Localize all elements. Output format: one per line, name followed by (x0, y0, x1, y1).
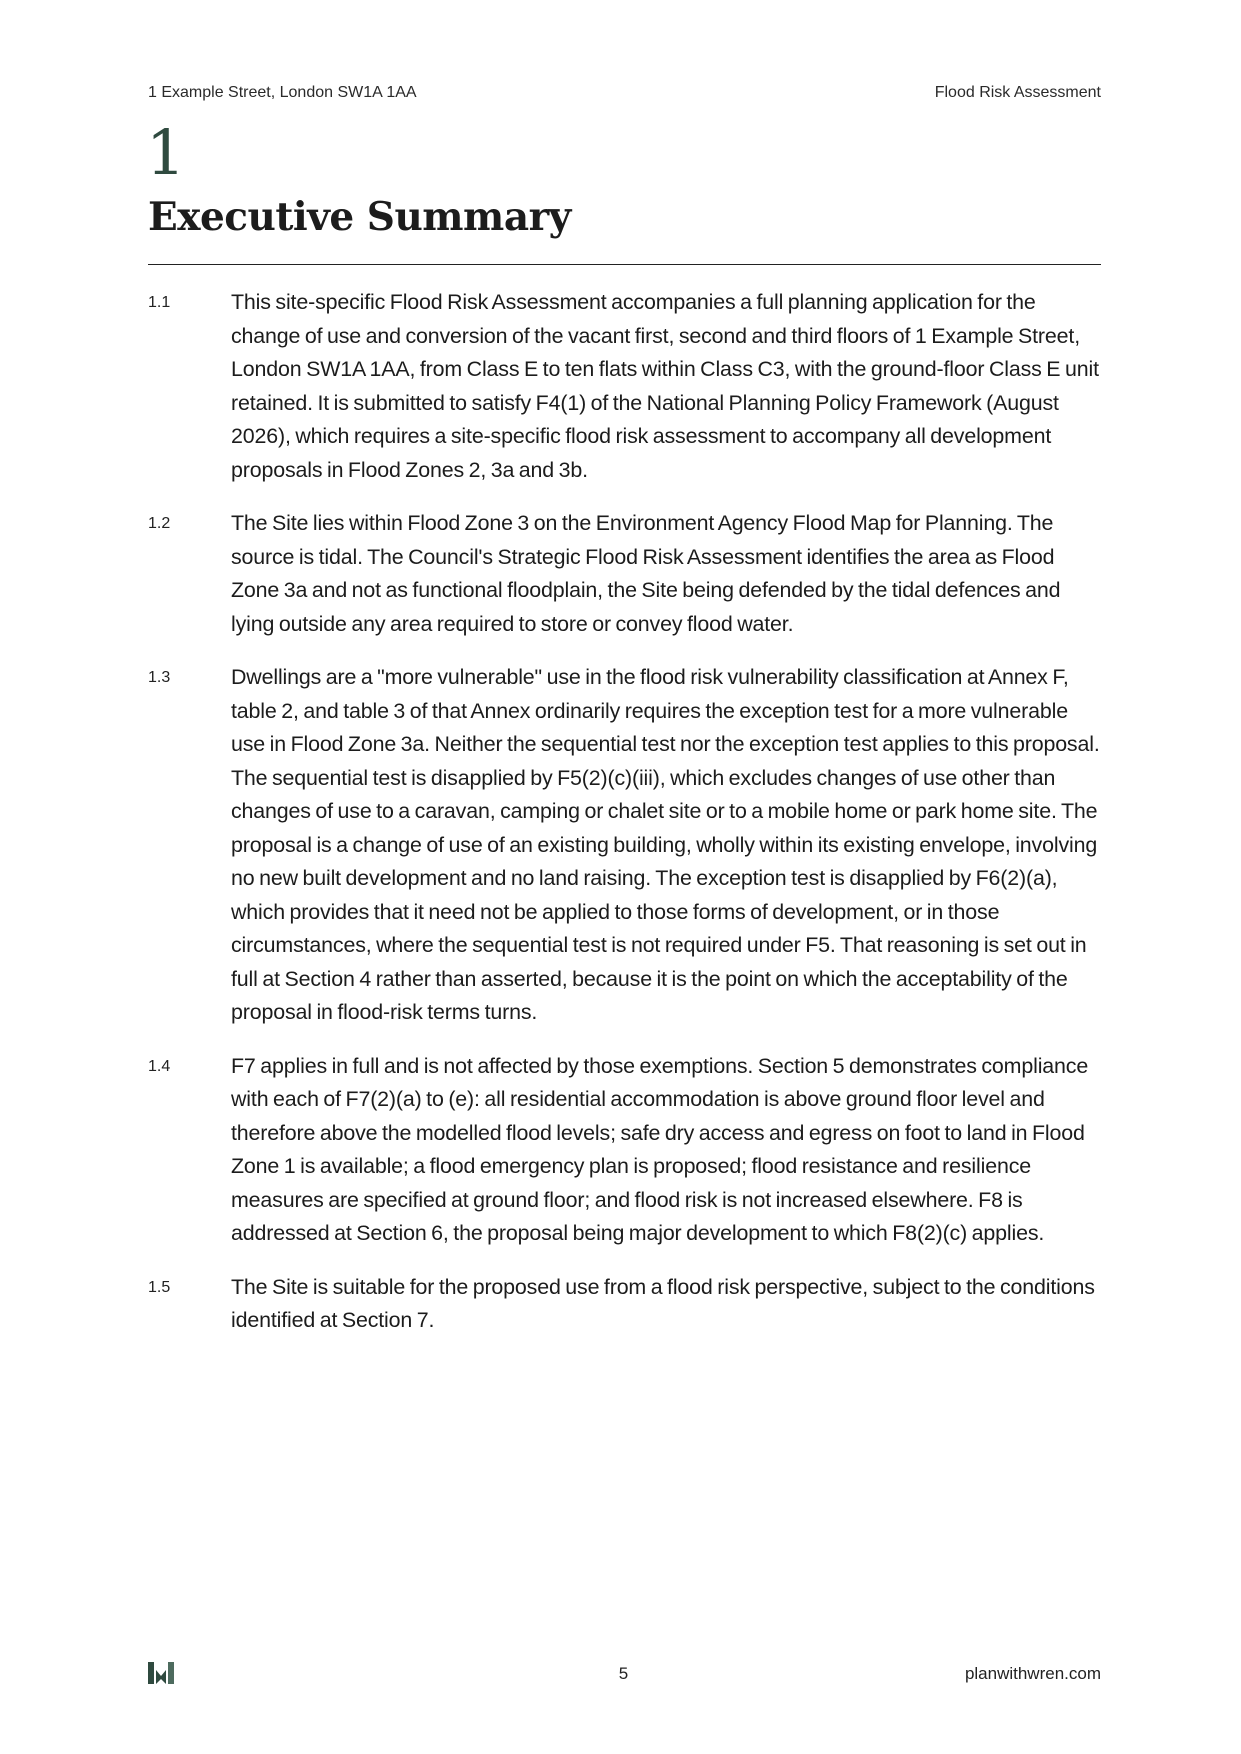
chapter-number: 1 (146, 116, 186, 189)
site-url-link[interactable]: planwithwren.com (964, 1664, 1101, 1683)
page-footer (146, 1656, 1101, 1690)
paragraph-text: This site-specific Flood Risk Assessment accompanies a full planning application for the change of use and conversion of the vacant first, second and third floors of 1 Example Street, London SW1A 1AA, from Class E to ten flats within Class C3, with the ground-floor Class E unit retained. It is submitted to satisfy F4(1) of the National Planning Policy Framework (August 2026), which requires a site-specific flood risk assessment to accompany all development proposals in Flood Zones 2, 3a and 3b. (231, 290, 1099, 482)
paragraph (148, 1271, 1101, 1338)
numbered-paragraphs (148, 286, 1101, 1358)
paragraph (148, 661, 1101, 1030)
paragraph-text: The Site lies within Flood Zone 3 on the Environment Agency Flood Map for Planning. The source is tidal. The Council's Strategic Flood Risk Assessment identifies the area as Flood Zone 3a and not as functional floodplain, the Site being defended by the tidal defences and lying outside any area required to store or convey flood water. (231, 511, 1061, 636)
chapter-title: Executive Summary (148, 194, 571, 240)
paragraph (148, 1050, 1101, 1251)
paragraph-text: F7 applies in full and is not affected by those exemptions. Section 5 demonstrates compliance with each of F7(2)(a) to (e): all residential accommodation is above ground floor level and therefore above the modelled flood levels; safe dry access and egress on foot to land in Flood Zone 1 is available; a flood emergency plan is proposed; flood resistance and resilience measures are specified at ground floor; and flood risk is not increased elsewhere. F8 is addressed at Section 6, the proposal being major development to which F8(2)(c) applies. (231, 1053, 1089, 1245)
header-address: 1 Example Street, London SW1A 1AA (148, 84, 417, 101)
paragraph-number: 1.1 (148, 294, 171, 311)
paragraph-text: Dwellings are a "more vulnerable" use in the flood risk vulnerability classification at Annex F, table 2, and table 3 of that Annex ordinarily requires the exception test for a more vulnerable use in Flood Zone 3a. Neither the sequential test nor the exception test applies to this proposal. The sequential test is disapplied by F5(2)(c)(iii), which excludes changes of use other than changes of use to a caravan, camping or chalet site or to a mobile home or park home site. The proposal is a change of use of an existing building, wholly within its existing envelope, involving no new built development and no land raising. The exception test is disapplied by F6(2)(a), which provides that it need not be applied to those forms of development, or in those circumstances, where the sequential test is not required under F5. That reasoning is set out in full at Section 4 rather than asserted, because it is the point on which the acceptability of the proposal in flood-risk terms turns. (231, 665, 1100, 1024)
paragraph-number: 1.3 (148, 669, 171, 686)
paragraph-number: 1.4 (148, 1057, 171, 1075)
paragraph (148, 286, 1101, 487)
page-number: 5 (618, 1664, 629, 1683)
paragraph (148, 507, 1101, 641)
paragraph-text: The Site is suitable for the proposed use from a flood risk perspective, subject to the conditions identified at Section 7. (231, 1274, 1095, 1332)
title-divider (148, 264, 1101, 265)
paragraph-number: 1.2 (148, 515, 171, 532)
header-document-title: Flood Risk Assessment (934, 84, 1101, 101)
running-header (148, 83, 1101, 103)
paragraph-number: 1.5 (148, 1278, 171, 1296)
